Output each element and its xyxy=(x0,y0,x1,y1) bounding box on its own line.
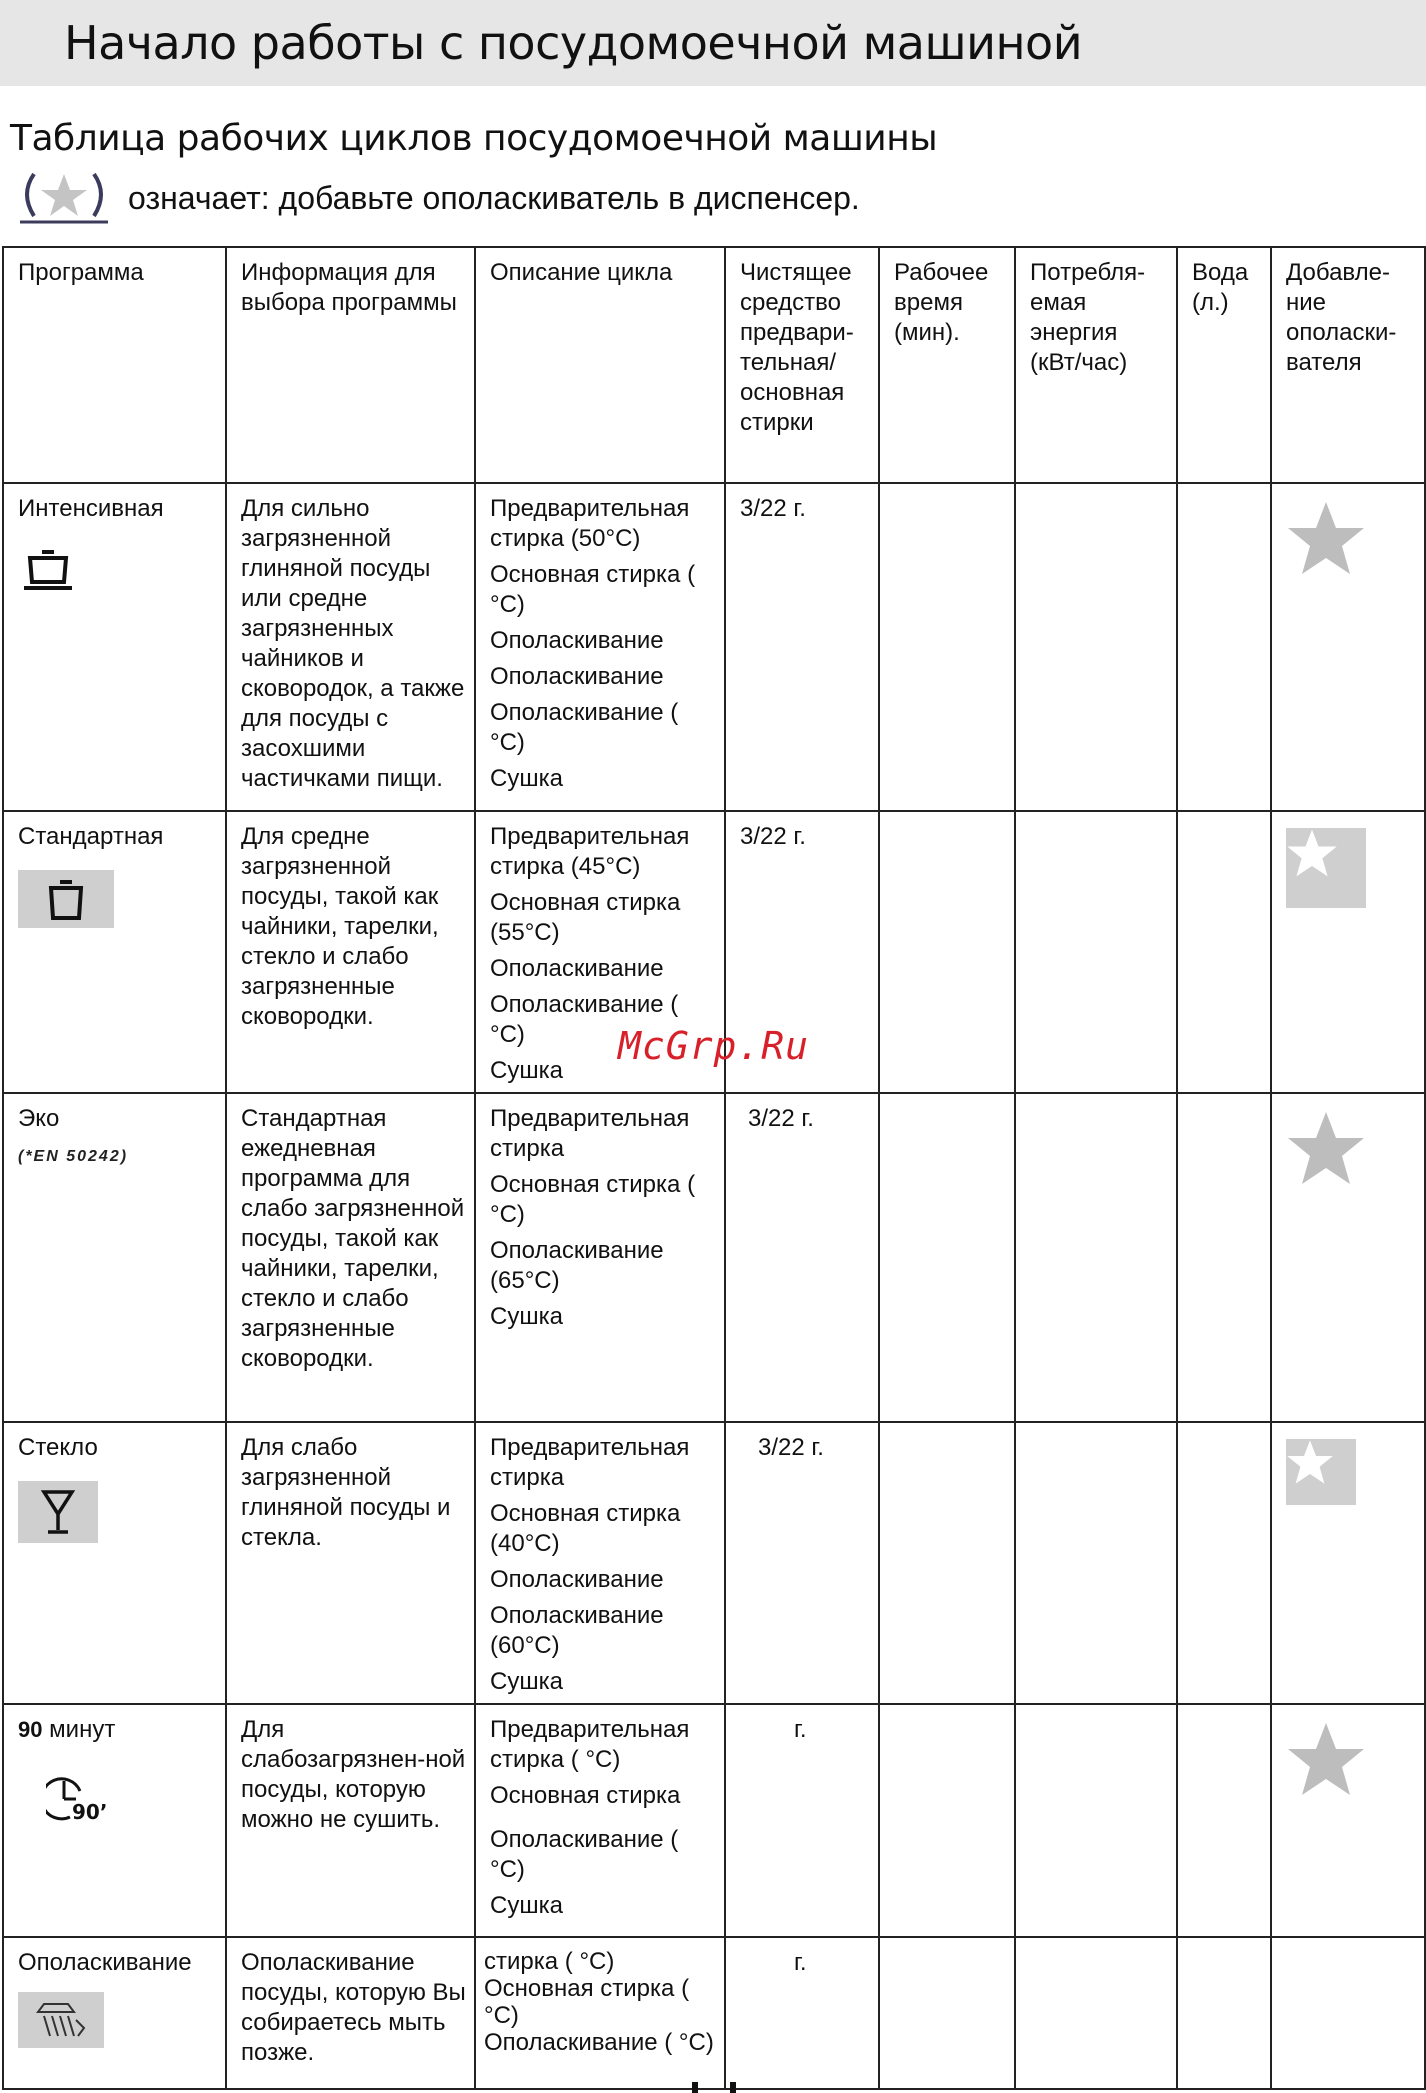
cycle-step: Ополаскивание ( °C) xyxy=(490,699,679,756)
energy-value xyxy=(1015,483,1177,811)
water-value xyxy=(1177,483,1271,811)
cycle-step: Основная стирка ( °C) xyxy=(490,1171,696,1228)
cycle-step: Предварительная стирка (45°C) xyxy=(490,823,690,880)
en-standard-label: (*EN 50242) xyxy=(18,1148,129,1165)
program-info: Для сильно загрязненной глиняной посуды или средне загрязненных чайников и сковородок, а также для посуды с засохшими частичками пищи. xyxy=(226,483,475,811)
program-unit: минут xyxy=(49,1716,116,1743)
cycle-step: Ополаскивание xyxy=(490,627,664,654)
table-row xyxy=(3,1704,1425,1937)
table-row xyxy=(3,483,1425,811)
shower-icon xyxy=(18,1992,104,2048)
cycle-step: Сушка xyxy=(490,765,563,792)
star-icon xyxy=(1286,1721,1366,1805)
cycle-step: Основная стирка ( °C) xyxy=(484,1975,690,2029)
cycle-step: Ополаскивание xyxy=(490,1566,664,1593)
time-value xyxy=(879,483,1015,811)
program-number: 90 xyxy=(18,1717,43,1742)
column-header-rinse-aid: Добавле-ние ополаски-вателя xyxy=(1271,247,1425,483)
section-title: Таблица рабочих циклов посудомоечной машины xyxy=(10,118,938,159)
rinse-aid-cell xyxy=(1271,483,1425,811)
cycle-step: Ополаскивание xyxy=(490,955,664,982)
detergent-value: 3/22 г. xyxy=(725,483,879,811)
water-value xyxy=(1177,1093,1271,1422)
page-title: Начало работы с посудомоечной машиной xyxy=(64,16,1083,70)
cycle-step: Ополаскивание (65°C) xyxy=(490,1237,664,1294)
detergent-value: 3/22 г. xyxy=(725,1422,879,1704)
program-cell xyxy=(3,1704,226,1937)
detergent-value: 3/22 г. xyxy=(725,1093,879,1422)
legend xyxy=(12,168,860,228)
clock-label: 90’ xyxy=(72,1800,108,1823)
pot-icon xyxy=(18,870,114,928)
rinse-aid-cell xyxy=(1271,811,1425,1093)
column-header-water: Вода (л.) xyxy=(1177,247,1271,483)
cycle-step: Ополаскивание ( °C) xyxy=(484,2029,714,2056)
cycle-step: Ополаскивание (60°C) xyxy=(490,1602,664,1659)
column-header-time: Рабочее время (мин). xyxy=(879,247,1015,483)
program-info: Ополаскивание посуды, которую Вы собираетесь мыть позже. xyxy=(226,1937,475,2089)
cycle-description xyxy=(475,1422,725,1704)
page-fragment-mark xyxy=(686,2080,746,2093)
cycle-description xyxy=(475,483,725,811)
glass-icon xyxy=(18,1481,98,1543)
cycle-step: Предварительная стирка xyxy=(490,1434,690,1491)
table-row xyxy=(3,1422,1425,1704)
program-name xyxy=(18,1715,219,1745)
water-value xyxy=(1177,1422,1271,1704)
time-value xyxy=(879,1937,1015,2089)
energy-value xyxy=(1015,1937,1177,2089)
time-value xyxy=(879,1422,1015,1704)
rinse-aid-cell xyxy=(1271,1704,1425,1937)
program-name: Стекло xyxy=(18,1434,98,1461)
energy-value xyxy=(1015,811,1177,1093)
program-name: Стандартная xyxy=(18,823,164,850)
program-name: Ополаскивание xyxy=(18,1949,192,1976)
cycle-description xyxy=(475,1704,725,1937)
program-info: Для слабо загрязненной глиняной посуды и стекла. xyxy=(226,1422,475,1704)
cycle-description xyxy=(475,1937,725,2089)
program-cell xyxy=(3,811,226,1093)
pot-icon xyxy=(18,542,219,606)
energy-value xyxy=(1015,1093,1177,1422)
cycle-step: Основная стирка ( °C) xyxy=(490,561,696,618)
program-name: Эко xyxy=(18,1105,60,1132)
star-icon xyxy=(1286,1439,1356,1505)
program-cell xyxy=(3,1937,226,2089)
time-value xyxy=(879,1093,1015,1422)
water-value xyxy=(1177,1704,1271,1937)
cycle-step: Основная стирка (55°C) xyxy=(490,889,681,946)
cycle-step: Сушка xyxy=(490,1668,563,1695)
rinse-aid-cell xyxy=(1271,1093,1425,1422)
rinse-aid-cell xyxy=(1271,1937,1425,2089)
program-info: Для слабозагрязнен-ной посуды, которую можно не сушить. xyxy=(226,1704,475,1937)
star-icon xyxy=(1286,828,1366,908)
star-icon xyxy=(1286,1110,1366,1194)
program-cell xyxy=(3,1422,226,1704)
cycle-step: Сушка xyxy=(490,1057,563,1084)
column-header-info: Информация для выбора программы xyxy=(226,247,475,483)
clock-90-icon xyxy=(46,1773,219,1831)
column-header-energy: Потребля-емая энергия (кВт/час) xyxy=(1015,247,1177,483)
cycle-step: Предварительная стирка ( °C) xyxy=(490,1716,690,1773)
detergent-value: 3/22 г. xyxy=(725,811,879,1093)
table-row xyxy=(3,1093,1425,1422)
rinse-aid-cell xyxy=(1271,1422,1425,1704)
cycle-step: Предварительная стирка (50°C) xyxy=(490,495,690,552)
energy-value xyxy=(1015,1704,1177,1937)
water-value xyxy=(1177,811,1271,1093)
energy-value xyxy=(1015,1422,1177,1704)
program-info: Стандартная ежедневная программа для слабо загрязненной посуды, такой как чайники, тарелки, стекло и слабо загрязненные сковородки. xyxy=(226,1093,475,1422)
cycle-step: Сушка xyxy=(490,1303,563,1330)
cycle-step: Ополаскивание xyxy=(490,663,664,690)
cycle-step: Основная стирка xyxy=(490,1782,681,1809)
watermark: McGrp.Ru xyxy=(618,1024,810,1068)
program-name: Интенсивная xyxy=(18,495,164,522)
cycle-step: Предварительная стирка xyxy=(490,1105,690,1162)
cycle-step: Ополаскивание ( °C) xyxy=(490,991,679,1048)
water-value xyxy=(1177,1937,1271,2089)
cycle-description xyxy=(475,1093,725,1422)
cycles-table xyxy=(2,246,1426,2090)
column-header-program: Программа xyxy=(3,247,226,483)
program-cell xyxy=(3,483,226,811)
table-row xyxy=(3,1937,1425,2089)
legend-text: означает: добавьте ополаскиватель в диспенсер. xyxy=(128,179,860,216)
column-header-detergent: Чистящее средство предвари-тельная/ основная стирки xyxy=(725,247,879,483)
time-value xyxy=(879,1704,1015,1937)
detergent-value: г. xyxy=(725,1937,879,2089)
cycle-step: Ополаскивание ( °C) xyxy=(490,1826,679,1883)
cycle-step: стирка ( °C) xyxy=(484,1948,615,1975)
column-header-description: Описание цикла xyxy=(475,247,725,483)
rinse-aid-star-icon xyxy=(12,168,116,229)
cycle-step: Сушка xyxy=(490,1892,563,1919)
star-icon xyxy=(1286,500,1366,584)
program-info: Для средне загрязненной посуды, такой как чайники, тарелки, стекло и слабо загрязненные сковородки. xyxy=(226,811,475,1093)
detergent-value: г. xyxy=(725,1704,879,1937)
time-value xyxy=(879,811,1015,1093)
program-cell xyxy=(3,1093,226,1422)
table-header-row xyxy=(3,247,1425,483)
cycle-step: Основная стирка (40°C) xyxy=(490,1500,681,1557)
